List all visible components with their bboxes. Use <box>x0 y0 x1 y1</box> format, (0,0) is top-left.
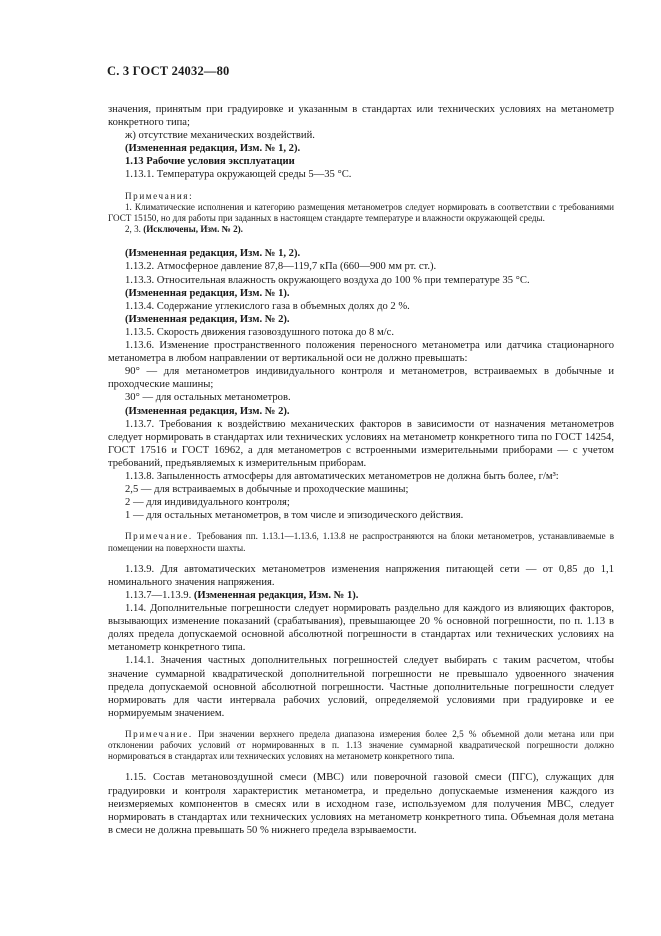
note-text: Требования пп. 1.13.1—1.13.6, 1.13.8 не распространяются на блоки метанометров, устанавливаемые в помещении на поверхности шахты. <box>108 531 614 553</box>
list-item: 30° — для остальных метанометров. <box>125 392 291 404</box>
clause-range: 1.13.7—1.13.9. <box>125 589 194 601</box>
note <box>108 531 614 553</box>
revision-note: (Измененная редакция, Изм. № 1, 2). <box>125 248 301 260</box>
revision-note: (Исключены, Изм. № 2). <box>143 224 243 235</box>
clause: 1.13.6. Изменение пространственного положения переносного метанометра или датчика стационарного метанометра в любом направлении от вертикальной оси не должно превышать: <box>108 340 614 365</box>
clause: 1.14.1. Значения частных дополнительных погрешностей следует выбирать с таким расчетом, чтобы значение суммарной квадратической дополнительной погрешности не превышало удвоенного значения предела допускаемой основной абсолютной погрешности. Частные дополнительные погрешности следует нормировать для части интервала рабочих условий, определяемой условиями при градуировке и ее нормируемым значением. <box>108 655 614 719</box>
note-number: 2, 3. <box>125 224 144 235</box>
page-header: С. 3 ГОСТ 24032—80 <box>107 64 230 78</box>
list-item: 90° — для метанометров индивидуального контроля и метанометров, встраиваемых в добычные и проходческие машины; <box>108 366 614 391</box>
revision-note: (Измененная редакция, Изм. № 2). <box>125 405 290 417</box>
revision-note: (Измененная редакция, Изм. № 2). <box>125 313 290 325</box>
clause: 1.13.7. Требования к воздействию механических факторов в зависимости от назначения метанометров следует нормировать в стандартах или технических условиях на метанометр конкретного типа по ГОСТ 14254, ГОСТ 17516 и ГОСТ 16962, а для метанометров с встроенными измерительными приборами — с учетом требований, предъявляемых к измерительным приборам. <box>108 418 614 469</box>
list-item: ж) отсутствие механических воздействий. <box>125 130 315 142</box>
list-item: 2,5 — для встраиваемых в добычные и проходческие машины; <box>125 484 409 496</box>
notes-heading: Примечания: <box>125 190 194 201</box>
clause: 1.15. Состав метановоздушной смеси (МВС) или поверочной газовой смеси (ПГС), служащих для градуировки и контроля характеристик метанометра, и предельно допускаемые изменения каждого из неизмеряемых компонентов в смесях или в исходном газе, используемом для получения МВС, следует нормировать в стандартах или технических условиях на метанометр конкретного типа. Объемная доля метана в смеси не должна превышать 50 % нижнего предела взрываемости. <box>108 772 614 836</box>
clause: 1.14. Дополнительные погрешности следует нормировать раздельно для каждого из влияющих факторов, вызывающих изменение показаний (срабатывания), превышающее 20 % основной погрешности, по п. 1.13 в долях предела допускаемой основной абсолютной погрешности в стандартах или технических условиях на метанометр конкретного типа. <box>108 603 614 654</box>
note-text: При значении верхнего предела диапазона измерения более 2,5 % объемной доли метана или при отклонении рабочих условий от нормированных в п. 1.13 значение суммарной квадратической погрешности должно нормироваться в стандартах или технических условиях на метанометр конкретного типа. <box>108 728 614 762</box>
revision-note: (Измененная редакция, Изм. № 1). <box>125 287 290 299</box>
section-heading: 1.13 Рабочие условия эксплуатации <box>125 156 295 168</box>
clause: 1.13.1. Температура окружающей среды 5—35 °С. <box>125 169 352 181</box>
note <box>108 224 614 235</box>
clause: 1.13.5. Скорость движения газовоздушного потока до 8 м/с. <box>125 326 394 338</box>
note-label: Примечание. <box>125 531 193 542</box>
clause: 1.13.3. Относительная влажность окружающего воздуха до 100 % при температуре 35 °С. <box>125 274 530 286</box>
clause <box>108 589 614 602</box>
revision-note: (Измененная редакция, Изм. № 1, 2). <box>125 143 301 155</box>
note-label: Примечание. <box>125 728 193 739</box>
list-item: 1 — для остальных метанометров, в том числе и эпизодического действия. <box>125 510 464 522</box>
clause: 1.13.2. Атмосферное давление 87,8—119,7 кПа (660—900 мм рт. ст.). <box>125 261 437 273</box>
note: 1. Климатические исполнения и категорию размещения метанометров следует нормировать в соответствии с требованиями ГОСТ 15150, но для работы при заданных в настоящем стандарте температуре и влажности окружающей среды. <box>108 201 614 223</box>
revision-note: (Измененная редакция, Изм. № 1). <box>193 589 359 601</box>
clause: 1.13.9. Для автоматических метанометров изменения напряжения питающей сети — от 0,85 до 1,1 номинального значения напряжения. <box>108 563 614 588</box>
note <box>108 729 614 763</box>
text-line: значения, принятым при градуировке и указанным в стандартах или технических условиях на метанометр конкретного типа; <box>108 104 614 129</box>
clause: 1.13.4. Содержание углекислого газа в объемных долях до 2 %. <box>125 300 410 312</box>
list-item: 2 — для индивидуального контроля; <box>125 497 290 509</box>
clause: 1.13.8. Запыленность атмосферы для автоматических метанометров не должна быть более, г/м³: <box>125 470 559 482</box>
